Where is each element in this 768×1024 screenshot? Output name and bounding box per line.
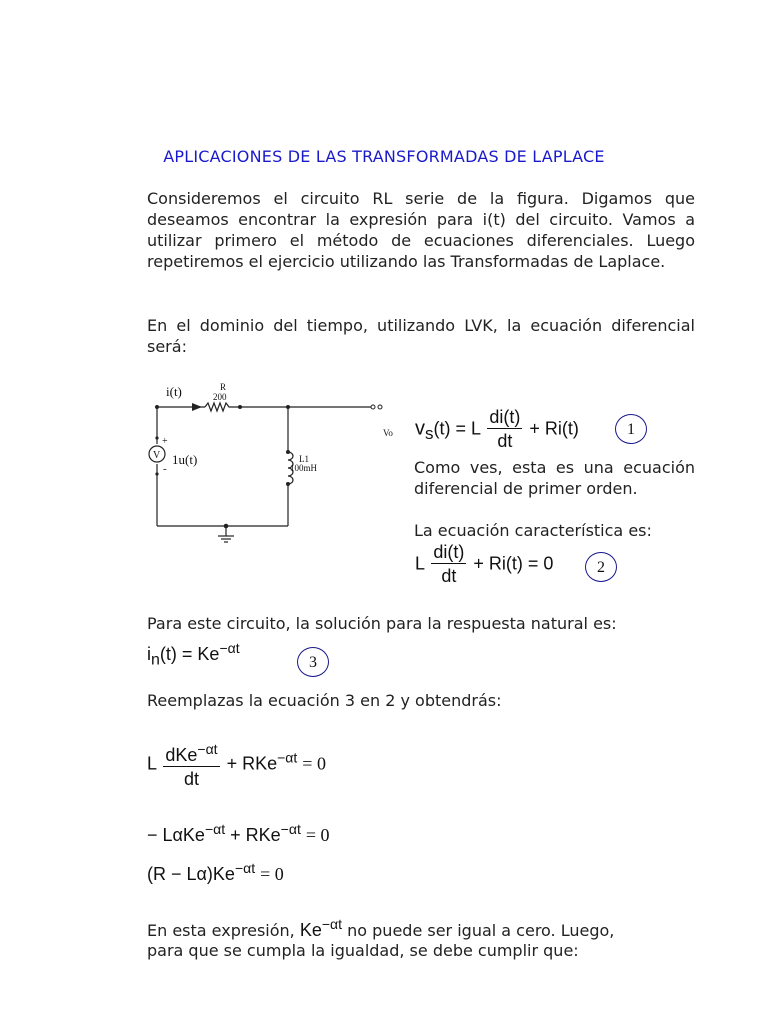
source-symbol: V — [153, 450, 161, 461]
equation-4: L $\frac{dKe^{-\alpha t}}{dt}$ + RKe$^{-\alpha t}$ = 0 — [147, 738, 326, 791]
source-label: 1u(t) — [172, 452, 198, 467]
equation-number-2: 2 — [585, 552, 617, 582]
equation-number-3: 3 — [297, 647, 329, 677]
inductor-value: 100mH — [290, 463, 317, 473]
current-arrow-icon — [192, 403, 202, 411]
equation-2: L $\frac{di(t)}{dt}$ + Ri(t) = 0 — [415, 542, 554, 586]
intro-paragraph: Consideremos el circuito RL serie de la figura. Digamos que deseamos encontrar la expresión para i(t) del circuito. Vamos a utilizar primero el método de ecuaciones diferenciales. Luego repetiremos el ejercicio utilizando las Transformadas de Laplace. — [147, 189, 695, 271]
natural-response-text: Para este circuito, la solución para la respuesta natural es: — [147, 614, 617, 633]
source-icon — [149, 446, 165, 462]
equation-1: $v_s(t) = L$ $\frac{di(t)}{dt}$ + Ri(t) — [415, 407, 579, 451]
replace-text: Reemplazas la ecuación 3 en 2 y obtendrás: — [147, 691, 502, 710]
equation-6: $(R - L\alpha)Ke^{-\alpha t} = 0$ — [147, 860, 284, 884]
expression-text: En esta expresión, $Ke^{-\alpha t}$ no puede ser igual a cero. Luego, — [147, 916, 615, 940]
equation-5: − LαKe$^{-\alpha t}$ + RKe$^{-\alpha t}$ = 0 — [147, 821, 330, 845]
first-order-text: Como ves, esta es una ecuación diferencial de primer orden. — [414, 458, 695, 498]
expression-text-line2: para que se cumpla la igualdad, se debe cumplir que: — [147, 941, 579, 960]
resistor-label: R — [220, 382, 227, 392]
inline-formula: $Ke^{-\alpha t}$ — [299, 916, 343, 940]
resistor-value: 200 — [213, 392, 227, 402]
output-label: Vo — [383, 428, 393, 438]
minus-sign: - — [163, 463, 167, 475]
plus-sign: + — [162, 436, 168, 447]
page-title: APLICACIONES DE LAS TRANSFORMADAS DE LAPLACE — [163, 147, 605, 166]
characteristic-text: La ecuación característica es: — [414, 521, 652, 540]
equation-number-1: 1 — [615, 414, 647, 444]
equation-3: $i_n(t) = Ke^{-\alpha t}$ — [147, 640, 240, 669]
rl-circuit-diagram — [140, 378, 393, 548]
inductor-label: L1 — [299, 454, 309, 464]
current-label: i(t) — [166, 384, 182, 399]
time-domain-paragraph: En el dominio del tiempo, utilizando LVK, la ecuación diferencial será: — [147, 316, 695, 356]
